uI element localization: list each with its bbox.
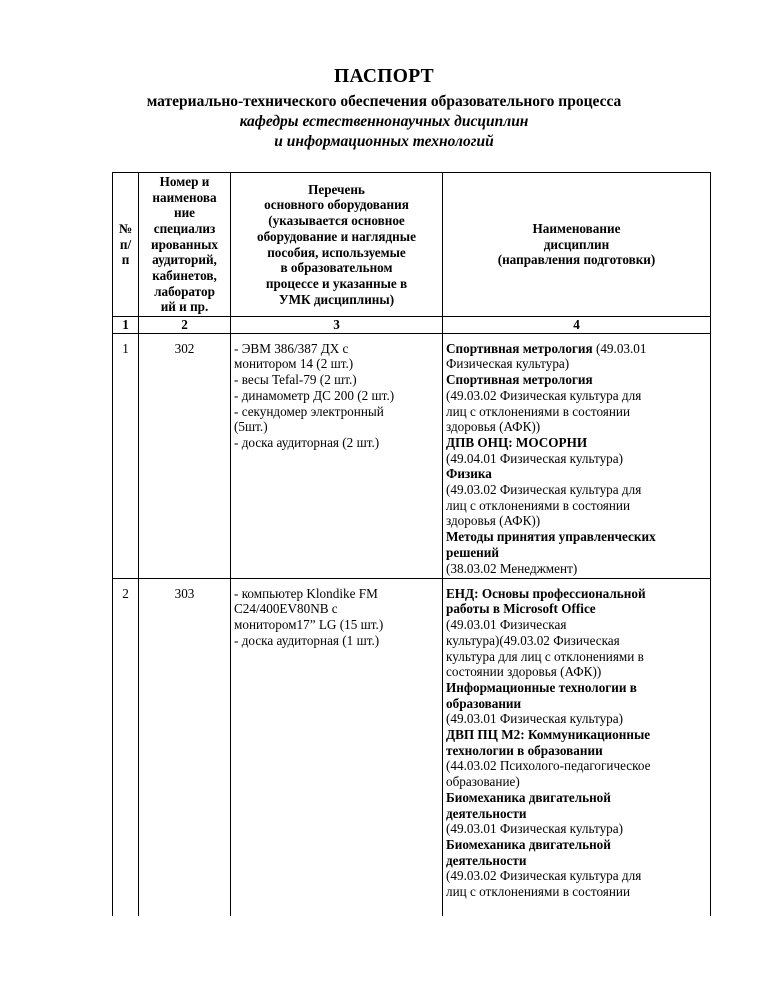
text-line: № xyxy=(118,220,133,236)
discipline-name: деятельности xyxy=(446,852,527,868)
text-line: монитором17” LG (15 шт.) xyxy=(234,617,384,633)
row-number: 1 xyxy=(113,333,139,578)
discipline-program: (49.03.01 Физическая культура) xyxy=(446,711,624,727)
text-line: аудиторий, xyxy=(152,252,217,268)
text-line: - доска аудиторная (1 шт.) xyxy=(234,632,380,648)
disciplines-list xyxy=(443,333,711,578)
discipline-program: (49.03.01 Физическая культура) xyxy=(446,821,624,837)
discipline-name: Методы принятия управленческих xyxy=(446,529,656,545)
header-cell-equipment xyxy=(231,173,443,317)
header-cell-room xyxy=(139,173,231,317)
column-number: 1 xyxy=(113,317,139,334)
text-line: УМК дисциплины) xyxy=(278,291,395,307)
discipline-name: Спортивная метрология (49.03.01 xyxy=(446,340,647,356)
text-line: оборудование и наглядные xyxy=(257,228,416,244)
text-line: (5шт.) xyxy=(234,419,268,435)
header-cell-disciplines xyxy=(443,173,711,317)
text-line: ние xyxy=(173,205,196,221)
text-line: п/ xyxy=(119,236,132,252)
discipline-program: лиц с отклонениями в состоянии xyxy=(446,403,631,419)
discipline-name: Информационные технологии в xyxy=(446,679,637,695)
discipline-name: Спортивная метрология xyxy=(446,372,593,388)
text-line: Номер и xyxy=(159,173,210,189)
discipline-program: здоровья (АФК)) xyxy=(446,419,541,435)
room-number: 303 xyxy=(139,578,231,916)
department-line-1: кафедры естественнонаучных дисциплин xyxy=(239,113,529,130)
table-row xyxy=(113,333,711,578)
room-number: 302 xyxy=(139,333,231,578)
header-row xyxy=(113,173,711,317)
discipline-name: Биомеханика двигательной xyxy=(446,836,611,852)
discipline-name: ДВП ПЦ М2: Коммуникационные xyxy=(446,727,651,743)
equipment-list xyxy=(231,578,443,916)
text-line: (направления подготовки) xyxy=(497,252,656,268)
column-number: 4 xyxy=(443,317,711,334)
discipline-name: образовании xyxy=(446,695,522,711)
text-line: Перечень xyxy=(308,181,365,197)
discipline-program: образование) xyxy=(446,774,520,790)
text-line: дисциплин xyxy=(543,236,610,252)
discipline-program: культура для лиц с отклонениями в xyxy=(446,648,644,664)
discipline-name: ДПВ ОНЦ: МОСОРНИ xyxy=(446,434,588,450)
text-line: - компьютер Klondike FM xyxy=(234,585,378,601)
text-line: Наименование xyxy=(532,220,621,236)
discipline-name: Физика xyxy=(446,466,492,482)
row-number: 2 xyxy=(113,578,139,916)
discipline-program: состоянии здоровья (АФК)) xyxy=(446,664,602,680)
discipline-name: ЕНД: Основы профессиональной xyxy=(446,585,646,601)
text-line: ированных xyxy=(151,236,218,252)
discipline-program: (49.03.01 Физическая xyxy=(446,617,567,633)
discipline-name: решений xyxy=(446,544,499,560)
text-line: C24/400EV80NB с xyxy=(234,601,338,617)
page-title: ПАСПОРТ xyxy=(334,66,434,87)
discipline-name: технологии в образовании xyxy=(446,742,603,758)
discipline-program: (38.03.02 Менеджмент) xyxy=(446,560,578,576)
discipline-program: (49.03.02 Физическая культура для xyxy=(446,387,642,403)
text-line: наименова xyxy=(152,189,217,205)
discipline-program: (49.03.02 Физическая культура для xyxy=(446,868,642,884)
discipline-name: Биомеханика двигательной xyxy=(446,789,611,805)
text-line: процессе и указанные в xyxy=(265,275,408,291)
header-cell-number xyxy=(113,173,139,317)
text-line: (указывается основное xyxy=(268,213,405,229)
disciplines-list xyxy=(443,578,711,916)
equipment-table xyxy=(112,172,711,916)
text-line: основного оборудования xyxy=(264,197,409,213)
text-line: кабинетов, xyxy=(152,268,217,284)
discipline-name: работы в Microsoft Office xyxy=(446,601,596,617)
text-line: лаборатор xyxy=(154,283,215,299)
text-line: - доска аудиторная (2 шт.) xyxy=(234,434,380,450)
text-line: пособия, используемые xyxy=(267,244,406,260)
discipline-program: лиц с отклонениями в состоянии xyxy=(446,884,631,900)
text-line: ий и пр. xyxy=(160,299,209,315)
column-number: 3 xyxy=(231,317,443,334)
discipline-name: деятельности xyxy=(446,805,527,821)
equipment-list xyxy=(231,333,443,578)
text-line: - ЭВМ 386/387 ДХ с xyxy=(234,340,349,356)
discipline-program: здоровья (АФК)) xyxy=(446,513,541,529)
page-subtitle: материально-технического обеспечения образовательного процесса xyxy=(146,93,622,110)
discipline-program: культура)(49.03.02 Физическая xyxy=(446,632,620,648)
text-line: - динамометр ДС 200 (2 шт.) xyxy=(234,387,395,403)
discipline-program: (49.03.02 Физическая культура для xyxy=(446,482,642,498)
discipline-program: (49.04.01 Физическая культура) xyxy=(446,450,624,466)
text-line: - секундомер электронный xyxy=(234,403,384,419)
text-line: - весы Tefal-79 (2 шт.) xyxy=(234,372,357,388)
department-line-2: и информационных технологий xyxy=(274,133,494,150)
text-line: монитором 14 (2 шт.) xyxy=(234,356,354,372)
text-line: в образовательном xyxy=(280,260,393,276)
table-row xyxy=(113,578,711,916)
text-line: п xyxy=(121,252,130,268)
column-number-row xyxy=(113,317,711,334)
discipline-program: (44.03.02 Психолого-педагогическое xyxy=(446,758,651,774)
column-number: 2 xyxy=(139,317,231,334)
discipline-program: Физическая культура) xyxy=(446,356,570,372)
text-line: специализ xyxy=(153,220,216,236)
discipline-program: лиц с отклонениями в состоянии xyxy=(446,497,631,513)
